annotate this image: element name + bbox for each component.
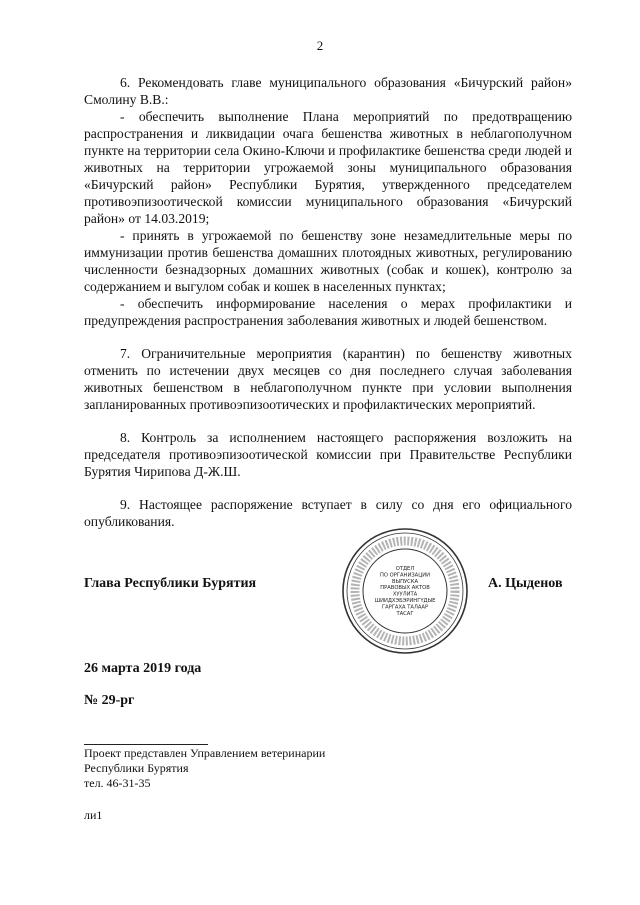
stamp-text-line: ОТДЕЛ xyxy=(395,566,415,572)
official-stamp xyxy=(340,526,470,656)
paragraph-9: 9. Настоящее распоряжение вступает в силу со дня его официального опубликования. xyxy=(84,497,572,529)
document-number: № 29-рг xyxy=(84,693,135,708)
stamp-text-line: ВЫПУСКА xyxy=(391,578,419,585)
paragraph-8: 8. Контроль за исполнением настоящего распоряжения возложить на председателя противоэпизоотической комиссии при Правительстве Республики Бурятия Чирипова Д-Ж.Ш. xyxy=(84,430,572,479)
stamp-text-line: ТАСАГ xyxy=(396,610,414,617)
signatory-name: А. Цыденов xyxy=(488,576,563,591)
footnote xyxy=(84,746,325,791)
footnote-line: Республики Бурятия xyxy=(84,761,189,775)
footnote-divider xyxy=(84,744,208,745)
paragraph-7: 7. Ограничительные мероприятия (карантин) по бешенству животных отменить по истечении двух месяцев со дня последнего случая заболевания животных бешенством в неблагополучном пункте при условии выполнения запланированных противоэпизоотических и профилактических мероприятий. xyxy=(84,346,572,412)
paragraph-6-item-2: - принять в угрожаемой по бешенству зоне незамедлительные меры по иммунизации против бешенства домашних плотоядных животных, регулированию численности безнадзорных домашних животных (собак и кошек), контролю за содержанием и выгулом собак и кошек в населенных пунктах; xyxy=(84,228,572,294)
paragraph-6: 6. Рекомендовать главе муниципального образования «Бичурский район» Смолину В.В.: xyxy=(84,75,572,107)
document-code: ли1 xyxy=(84,808,103,822)
footnote-line: тел. 46-31-35 xyxy=(84,776,151,790)
stamp-text-line: ШИИДХЭБЭРИНГҮДЫЕ xyxy=(374,598,436,604)
stamp-text-line: ПО ОРГАНИЗАЦИИ xyxy=(379,572,431,579)
footnote-line: Проект представлен Управлением ветеринарии xyxy=(84,746,326,760)
stamp-text-line: ПРАВОВЫХ АКТОВ xyxy=(380,585,430,592)
stamp-text-line: ХУУЛИТА xyxy=(392,591,418,598)
paragraph-6-item-1: - обеспечить выполнение Плана мероприятий по предотвращению распространения и ликвидации очага бешенства животных в неблагополучном пункте на территории села Окино-Ключи и профилактике бешенства среди людей и животных на территории угрожаемой зоны муниципального образования «Бичурский район» Республики Бурятия, утвержденного председателем противоэпизоотической комиссии муниципального образования «Бичурский район» от 14.03.2019; xyxy=(84,109,572,226)
signatory-position: Глава Республики Бурятия xyxy=(84,576,257,591)
document-body xyxy=(84,74,572,530)
stamp-text-line: ГАРГАХА ТАЛААР xyxy=(381,604,429,611)
document-date: 26 марта 2019 года xyxy=(84,661,202,676)
page-number: 2 xyxy=(316,38,324,53)
paragraph-6-item-3: - обеспечить информирование населения о мерах профилактики и предупреждения распространения заболевания животных и людей бешенством. xyxy=(84,296,572,328)
